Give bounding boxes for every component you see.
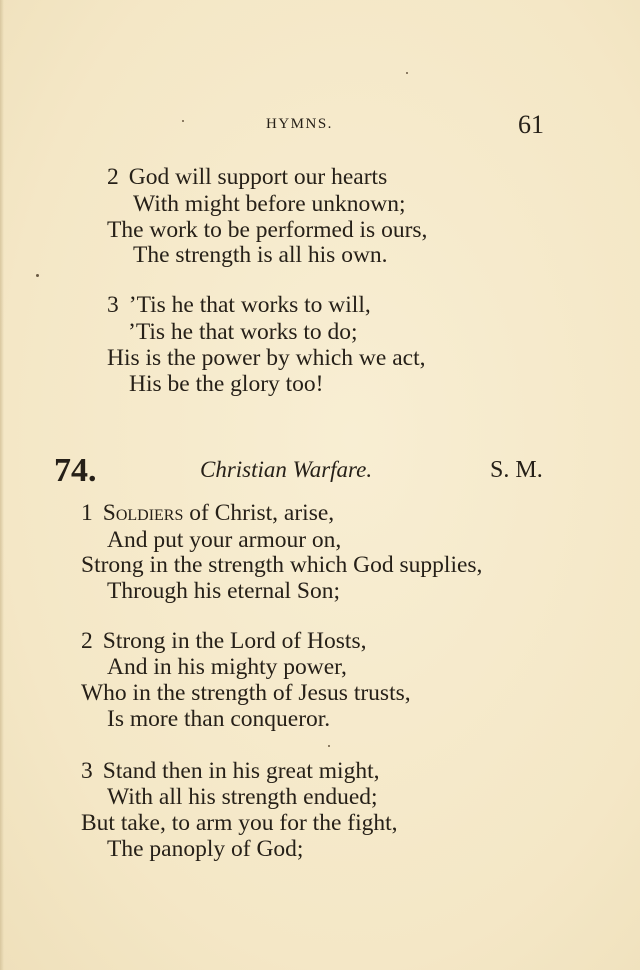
verse-line bbox=[107, 166, 387, 190]
verse-line: And put your armour on, bbox=[107, 527, 342, 553]
verse-text: of Christ, arise, bbox=[183, 500, 335, 526]
running-header: HYMNS. bbox=[266, 116, 333, 132]
verse-first-word: Soldiers bbox=[102, 500, 184, 526]
verse-line: The panoply of God; bbox=[107, 836, 304, 862]
verse-number: 2 bbox=[81, 628, 93, 654]
verse-line: Who in the strength of Jesus trusts, bbox=[81, 680, 411, 706]
verse-line: The work to be performed is ours, bbox=[107, 217, 428, 243]
page-number: 61 bbox=[518, 110, 544, 139]
verse-line bbox=[81, 760, 380, 784]
verse-line bbox=[81, 502, 334, 526]
verse-line: Through his eternal Son; bbox=[107, 578, 341, 604]
ink-speck bbox=[406, 72, 408, 74]
ink-speck bbox=[182, 120, 184, 122]
verse-line: With might before unknown; bbox=[133, 191, 406, 217]
ink-speck bbox=[36, 274, 39, 277]
verse-text: God will support our hearts bbox=[128, 164, 388, 190]
verse-number: 1 bbox=[81, 500, 93, 526]
verse-number: 3 bbox=[107, 292, 119, 318]
hymn-number: 74. bbox=[54, 452, 97, 489]
verse-line: ’Tis he that works to do; bbox=[128, 319, 358, 345]
verse-text: Strong in the Lord of Hosts, bbox=[102, 628, 367, 654]
verse-line: With all his strength endued; bbox=[107, 784, 378, 810]
verse-line: Is more than conqueror. bbox=[107, 706, 331, 732]
verse-line: Strong in the strength which God supplies, bbox=[81, 552, 483, 578]
verse-line: And in his mighty power, bbox=[107, 654, 347, 680]
verse-line bbox=[107, 294, 371, 318]
verse-line: His be the glory too! bbox=[129, 371, 324, 397]
ink-speck bbox=[328, 745, 330, 747]
page-edge-shadow bbox=[0, 0, 4, 970]
verse-line bbox=[81, 630, 366, 654]
verse-line: His is the power by which we act, bbox=[107, 345, 426, 371]
verse-text: Stand then in his great might, bbox=[102, 758, 380, 784]
verse-line: The strength is all his own. bbox=[133, 242, 388, 268]
verse-text: ’Tis he that works to will, bbox=[128, 292, 371, 318]
verse-line: But take, to arm you for the fight, bbox=[81, 810, 398, 836]
verse-number: 3 bbox=[81, 758, 93, 784]
verse-number: 2 bbox=[107, 164, 119, 190]
hymn-title: Christian Warfare. bbox=[200, 457, 373, 482]
hymn-meter: S. M. bbox=[490, 457, 543, 483]
